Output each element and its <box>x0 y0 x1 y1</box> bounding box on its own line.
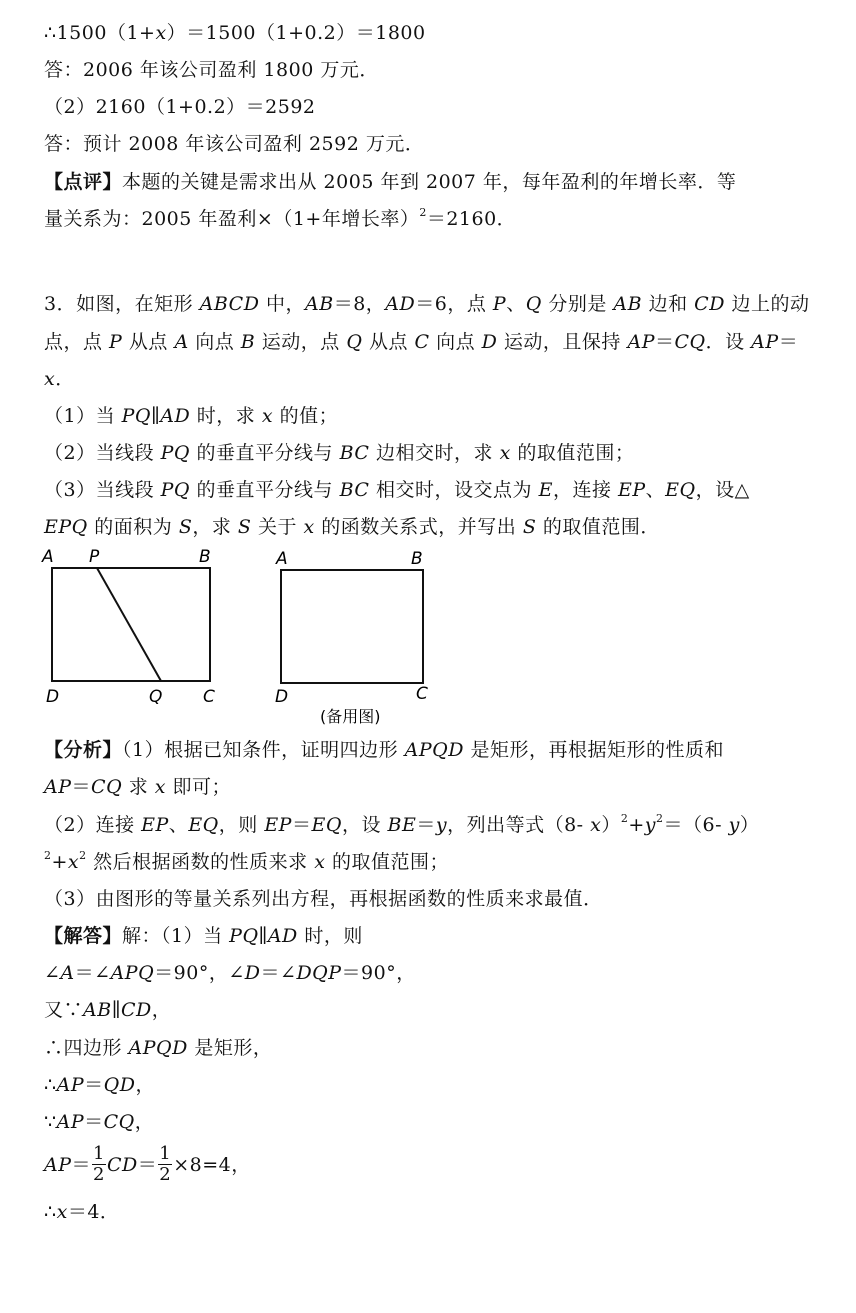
analysis-line-3: （2）连接 EP、EQ，则 EP＝EQ，设 BE＝y，列出等式（8- $x)^2+y^2=(6-$ y） <box>44 812 760 836</box>
problem-statement-1: 3．如图，在矩形 ABCD 中，AB＝8，AD＝6，点 P、Q 分别是 AB 边和 CD 边上的动 <box>44 293 810 315</box>
label-A-fig2: A <box>276 549 288 569</box>
solution-step-5: ∴AP＝QD， <box>44 1074 155 1096</box>
label-B-fig2: B <box>411 549 423 569</box>
spare-figure-caption: (备用图) <box>320 707 381 726</box>
fraction-one-half-2: $\frac{1}{2}$ <box>159 1142 172 1185</box>
label-Q-fig1: Q <box>149 687 163 707</box>
question-2: （2）当线段 PQ 的垂直平分线与 BC 边相交时，求 x 的取值范围； <box>44 442 635 464</box>
solution-step-2: ∠A＝∠APQ＝90°，∠D＝∠DQP＝90°， <box>44 962 416 984</box>
solution-step-6: ∵AP＝CQ， <box>44 1111 155 1133</box>
comment-line-2: 量关系为：2005 年盈利×（1+年增长率）$^2$＝2160． <box>44 206 517 230</box>
label-P-fig1: P <box>89 547 100 567</box>
question-3-line-1: （3）当线段 PQ 的垂直平分线与 BC 相交时，设交点为 E，连接 EP、EQ，设△ <box>44 479 750 501</box>
problem-statement-3: x． <box>44 368 75 390</box>
analysis-line-1: 【分析】（1）根据已知条件，证明四边形 APQD 是矩形，再根据矩形的性质和 <box>44 739 725 761</box>
analysis-tag: 【分析】 <box>44 739 123 761</box>
comment-tag: 【点评】 <box>44 171 123 193</box>
label-B-fig1: B <box>199 547 211 567</box>
segment-pq <box>97 568 161 681</box>
label-C-fig1: C <box>203 687 215 707</box>
comment-line-1: 【点评】本题的关键是需求出从 2005 年到 2007 年，每年盈利的年增长率．等 <box>44 171 737 193</box>
question-1: （1）当 PQ∥AD 时，求 x 的值； <box>44 405 339 427</box>
solution-step-3: 又∵AB∥CD， <box>44 999 172 1021</box>
answer-line-2008: 答：预计 2008 年该公司盈利 2592 万元． <box>44 133 425 155</box>
rectangle-abcd-main <box>52 568 210 681</box>
analysis-line-4: $^2+x^2$ 然后根据函数的性质来求 x 的取值范围； <box>44 849 449 873</box>
solution-step-1: 【解答】解：（1）当 PQ∥AD 时，则 <box>44 925 363 947</box>
fraction-one-half: $\frac{1}{2}$ <box>93 1142 105 1185</box>
question-3-line-2: EPQ 的面积为 S，求 S 关于 x 的函数关系式，并写出 S 的取值范围． <box>44 516 660 538</box>
analysis-line-2: AP＝CQ 求 x 即可； <box>44 776 232 798</box>
solution-step-8: ∴x＝4． <box>44 1201 120 1223</box>
geometry-figures <box>0 540 856 730</box>
label-D-fig2: D <box>275 687 289 707</box>
label-C-fig2: C <box>416 684 428 704</box>
answer-line-2006: 答：2006 年该公司盈利 1800 万元． <box>44 59 379 81</box>
problem-statement-2: 点，点 P 从点 A 向点 B 运动，点 Q 从点 C 向点 D 运动，且保持 AP＝CQ．设 AP＝ <box>44 331 799 353</box>
label-D-fig1: D <box>46 687 60 707</box>
solution-step-7: AP＝ $\frac{1}{2}$ CD＝ $\frac{1}{2}$ ×8=4， <box>44 1142 251 1185</box>
solution-line-1: ∴1500（1+x）＝1500（1+0.2）＝1800 <box>44 22 426 44</box>
label-A-fig1: A <box>42 547 54 567</box>
solution-tag: 【解答】 <box>44 925 123 947</box>
analysis-line-5: （3）由图形的等量关系列出方程，再根据函数的性质来求最值． <box>44 888 603 910</box>
solution-step-4: ∴四边形 APQD 是矩形， <box>44 1037 273 1059</box>
solution-line-2: （2）2160（1+0.2）＝2592 <box>44 96 316 118</box>
rectangle-abcd-spare <box>281 570 423 683</box>
